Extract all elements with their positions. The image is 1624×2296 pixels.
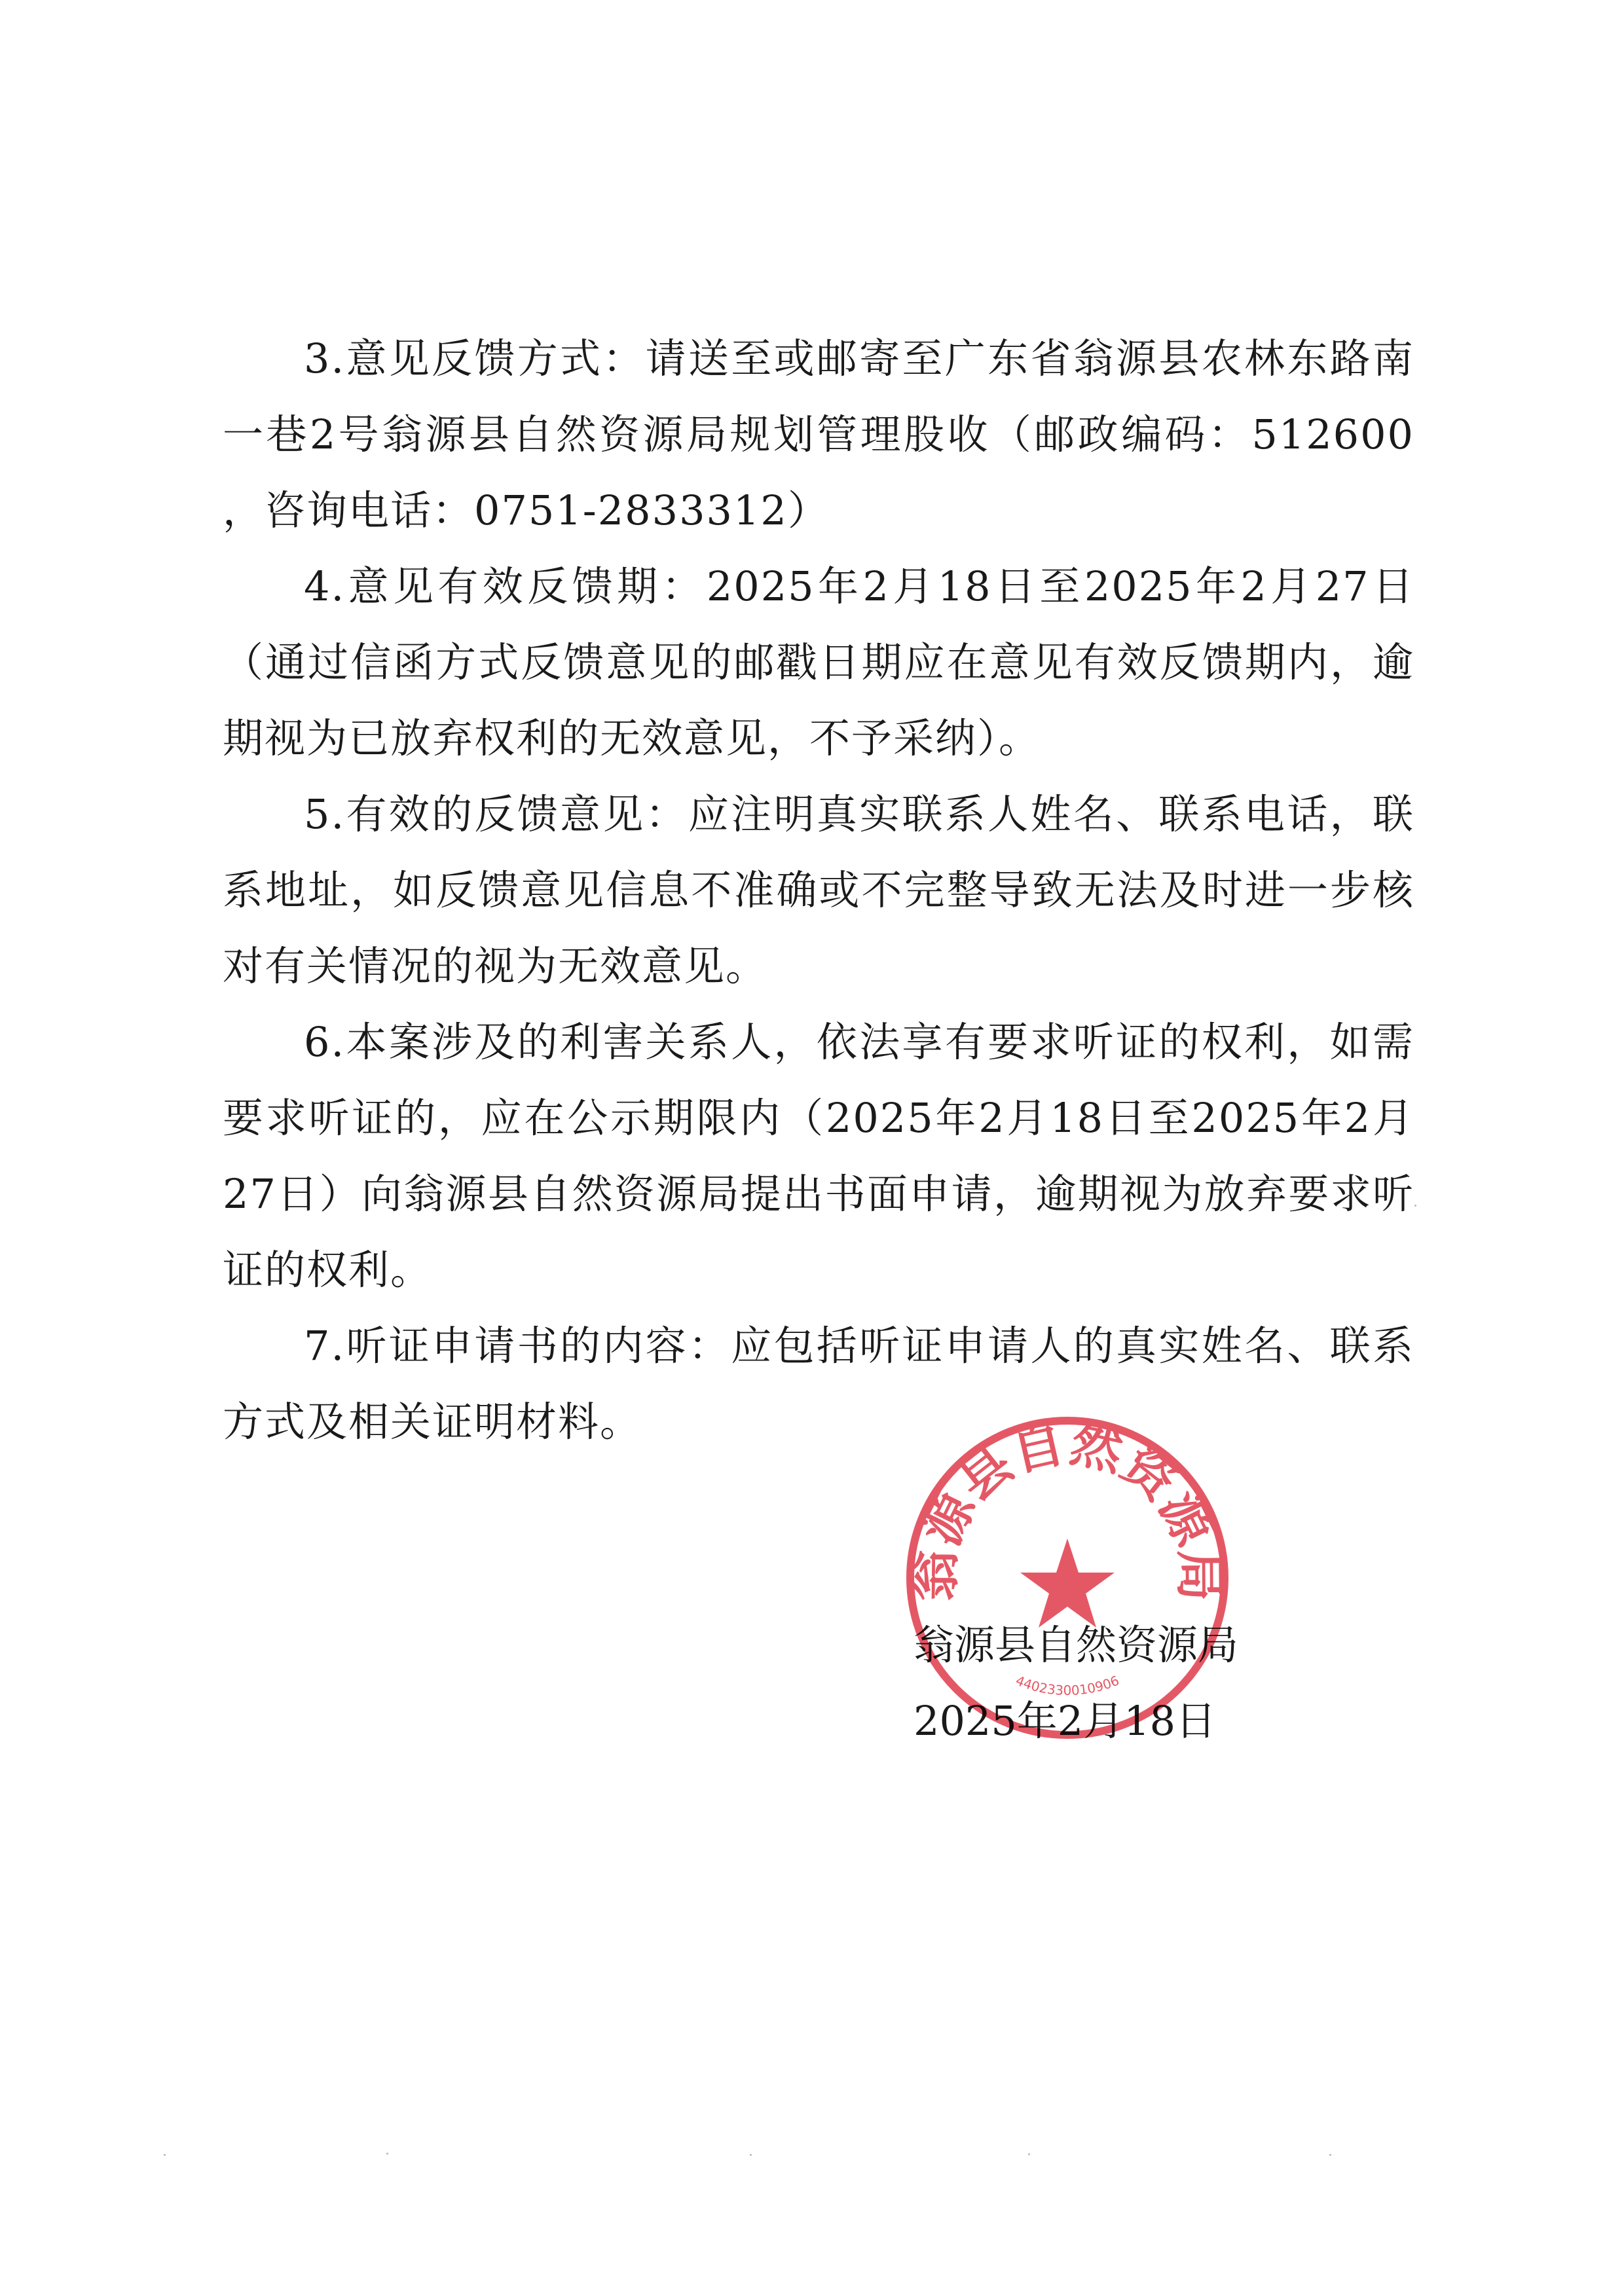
scan-speck — [164, 2154, 166, 2156]
scan-speck — [1329, 2154, 1331, 2156]
scan-speck — [1414, 1205, 1416, 1207]
paragraph-feedback-method: 3.意见反馈方式：请送至或邮寄至广东省翁源县农林东路南一巷2号翁源县自然资源局规划管理股收（邮政编码：512600 ，咨询电话：0751-2833312） — [223, 335, 1414, 534]
paragraph-hearing-right: 6.本案涉及的利害关系人，依法享有要求听证的权利，如需要求听证的，应在公示期限内（2025年2月18日至2025年2月27日）向翁源县自然资源局提出书面申请，逾期视为放弃要求听证的权利。 — [223, 1018, 1414, 1294]
document-body — [223, 321, 1414, 1460]
scan-speck — [1028, 2153, 1030, 2155]
seal-serial: 4402330010906 — [1013, 1672, 1122, 1698]
scan-speck — [386, 2153, 388, 2155]
paragraph-feedback-period: 4.意见有效反馈期：2025年2月18日至2025年2月27日（通过信函方式反馈意见的邮戳日期应在意见有效反馈期内，逾期视为已放弃权利的无效意见，不予采纳）。 — [223, 562, 1414, 762]
signature-organization: 翁源县自然资源局 — [913, 1621, 1239, 1669]
seal-arc-text: 翁源县自然资源局 — [905, 1413, 1230, 1602]
paragraph-hearing-application: 7.听证申请书的内容：应包括听证申请人的真实姓名、联系方式及相关证明材料。 — [223, 1322, 1414, 1446]
signature-date: 2025年2月18日 — [913, 1697, 1217, 1745]
official-seal — [897, 1408, 1238, 1748]
scan-speck — [750, 2154, 752, 2156]
paragraph-valid-feedback: 5.有效的反馈意见：应注明真实联系人姓名、联系电话，联系地址，如反馈意见信息不准确或不完整导致无法及时进一步核对有关情况的视为无效意见。 — [223, 790, 1414, 990]
star-icon — [1020, 1539, 1115, 1628]
